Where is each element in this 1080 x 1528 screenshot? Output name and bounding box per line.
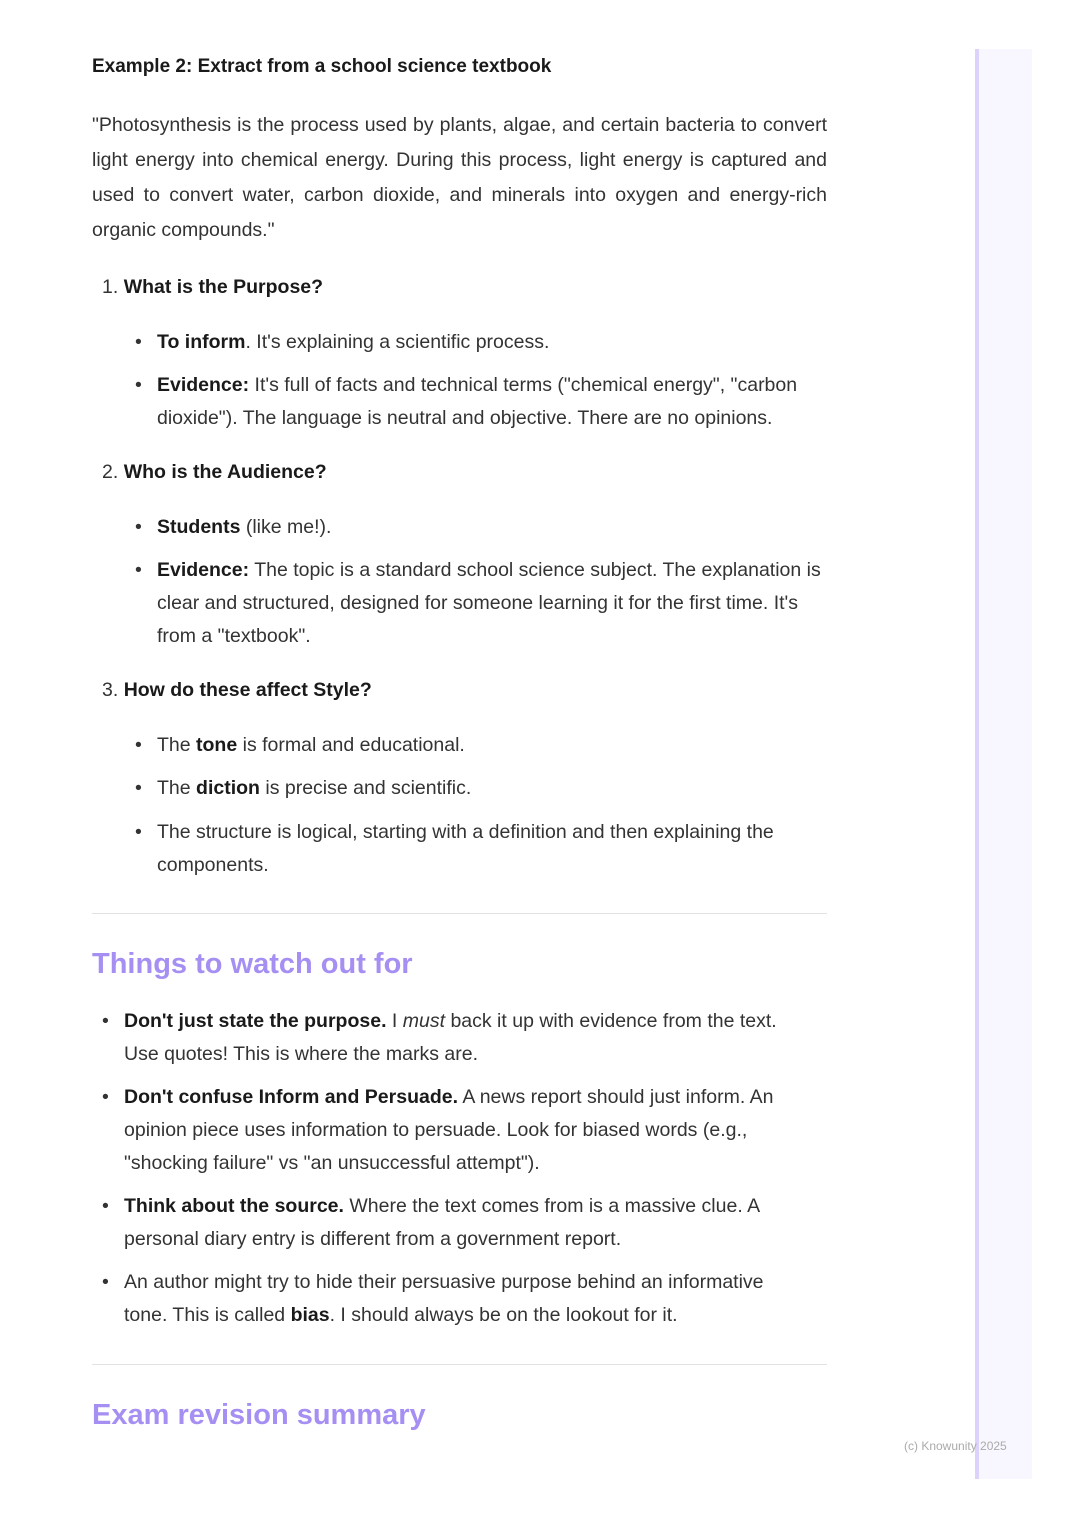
list-item: • To inform. It's explaining a scientific process. [157,326,827,359]
list-item: • Students (like me!). [157,511,827,544]
question-number: 1. [102,276,119,298]
example-quote: "Photosynthesis is the process used by plants, algae, and certain bacteria to convert light energy into chemical energy. During this process, light energy is captured and used to convert water, carbon dioxide, and minerals into oxygen and energy-rich organic compounds." [92,114,827,241]
list-item: • The tone is formal and educational. [157,729,827,762]
list-item: • Evidence: The topic is a standard school science subject. The explanation is clear and structured, designed for someone learning it for the first time. It's from a "textbook". [157,554,827,653]
question-1 [102,276,323,299]
copyright-footer: (c) Knowunity 2025 [904,1439,1007,1453]
list-item: • Think about the source. Where the text comes from is a massive clue. A personal diary entry is different from a government report. [124,1190,804,1256]
question-number: 3. [102,679,119,701]
question-number: 2. [102,461,119,483]
list-item: • The structure is logical, starting with a definition and then explaining the components. [157,816,827,882]
list-item: • Don't confuse Inform and Persuade. A news report should just inform. An opinion piece uses information to persuade. Look for biased words (e.g., "shocking failure" vs "an unsuccessful attempt"). [124,1081,804,1180]
list-item: • Evidence: It's full of facts and technical terms ("chemical energy", "carbon dioxide"). The language is neutral and objective. There are no opinions. [157,369,827,435]
list-item: • The diction is precise and scientific. [157,772,827,805]
example-title: Example 2: Extract from a school science textbook [92,56,552,77]
list-item: • An author might try to hide their persuasive purpose behind an informative tone. This is called bias. I should always be on the lookout for it. [124,1266,804,1332]
watch-out-heading: Things to watch out for [92,948,413,980]
question-title: How do these affect Style? [123,679,372,701]
question-title: What is the Purpose? [123,276,324,298]
sidebar-accent-line [975,49,979,1479]
summary-heading: Exam revision summary [92,1399,426,1431]
question-2 [102,461,327,484]
list-item: • Don't just state the purpose. I must back it up with evidence from the text. Use quotes! This is where the marks are. [124,1005,804,1071]
section-divider [92,913,827,914]
sidebar-panel [975,49,1032,1479]
section-divider [92,1364,827,1365]
question-title: Who is the Audience? [123,461,327,483]
question-3 [102,679,372,702]
